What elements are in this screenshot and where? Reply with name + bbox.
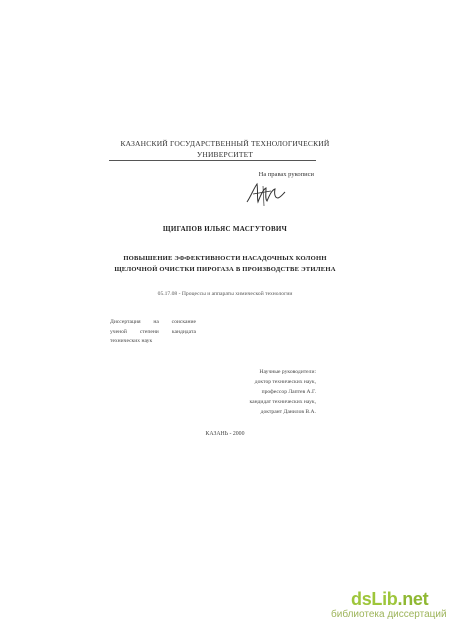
university-line-2: УНИВЕРСИТЕТ: [196, 149, 254, 159]
supervisors-line-3: профессор Лаптев А.Г.: [261, 389, 316, 395]
logo-main: dsLib: [351, 589, 398, 609]
supervisors-line-2: доктор технических наук,: [254, 379, 316, 385]
dissertation-title: [0, 253, 450, 275]
title-line-1: ПОВЫШЕНИЕ ЭФФЕКТИВНОСТИ НАСАДОЧНЫХ КОЛОНН: [123, 255, 327, 262]
supervisors-line-1: Научные руководители:: [259, 369, 316, 375]
dissertation-line-3: технических наук: [110, 338, 153, 344]
specialty-code: 05.17.08 - Процессы и аппараты химической технологии: [157, 291, 293, 297]
author-name: ЩИГАПОВ ИЛЬЯС МАСГУТОВИЧ: [162, 225, 288, 233]
dissertation-line-1: Диссертация на соискание: [110, 319, 196, 325]
watermark-subtitle: библиотека диссертаций: [331, 609, 447, 620]
place-year: КАЗАНЬ - 2000: [205, 431, 245, 437]
supervisors-line-4: кандидат технических наук,: [249, 399, 316, 405]
university-line-1: КАЗАНСКИЙ ГОСУДАРСТВЕННЫЙ ТЕХНОЛОГИЧЕСКИЙ: [120, 139, 330, 148]
signature-image: [245, 180, 287, 208]
logo-tld: .net: [397, 589, 429, 609]
supervisors-block: [236, 367, 316, 417]
dslib-logo[interactable]: [351, 589, 428, 610]
dissertation-line-2: ученой степени кандидата: [110, 328, 196, 335]
supervisors-line-5: доктрант Данилов В.А.: [260, 409, 316, 415]
rights-note: На правах рукописи: [258, 171, 314, 178]
university-header: [0, 139, 450, 160]
title-line-2: ЩЕЛОЧНОЙ ОЧИСТКИ ПИРОГАЗА В ПРОИЗВОДСТВЕ ЭТИЛЕНА: [114, 266, 336, 273]
dissertation-note: [110, 318, 196, 347]
header-divider: [109, 160, 316, 161]
